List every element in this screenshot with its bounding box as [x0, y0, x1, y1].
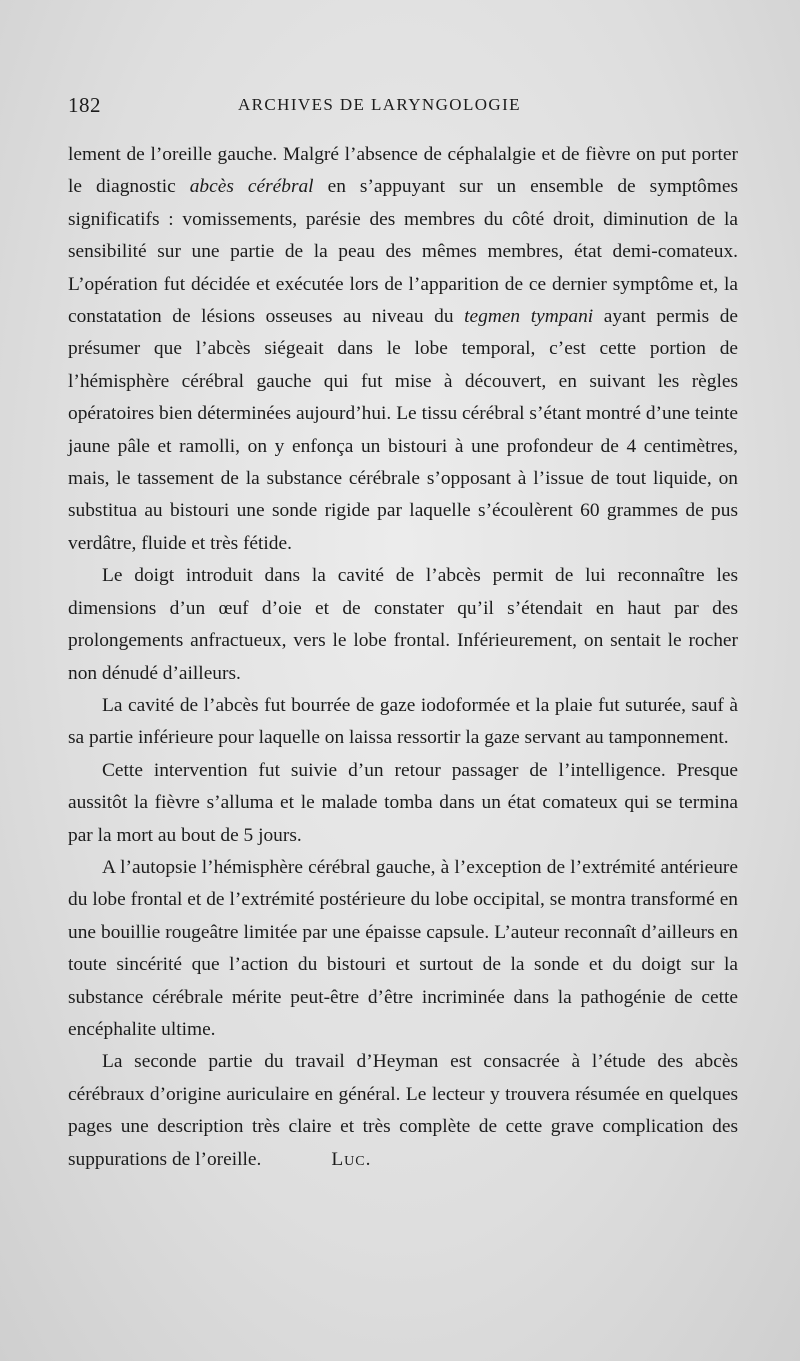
author-signature: Luc. — [331, 1148, 372, 1170]
paragraph-6-text: La seconde partie du travail d’Heyman est consacrée à l’étude des abcès cérébraux d’origine auriculaire en général. Le lecteur y trouvera résumée en quelques pages une description très claire et très complète de cette grave complication des suppurations de l’oreille. — [68, 1051, 738, 1170]
article-body — [68, 139, 738, 1176]
italic-term-tegmen-tympani: tegmen tympani — [464, 306, 594, 328]
paragraph-1-text-b: en s’appuyant sur un ensemble de symptômes significatifs : vomissements, parésie des membres du côté droit, diminution de la sensibilité sur une partie de la peau des mêmes membres, état demi-comateux. L’opération fut décidée et exécutée lors de l’apparition de ce dernier symptôme et, la constatation de lésions osseuses au niveau du — [68, 176, 738, 328]
paragraph-1 — [68, 139, 738, 560]
paragraph-3: La cavité de l’abcès fut bourrée de gaze iodoformée et la plaie fut suturée, sauf à sa partie inférieure pour laquelle on laissa ressortir la gaze servant au tamponnement. — [68, 694, 738, 749]
paragraph-2: Le doigt introduit dans la cavité de l’abcès permit de lui reconnaître les dimensions d’un œuf d’oie et de constater qu’il s’étendait en haut par des prolongements anfractueux, vers le lobe frontal. Inférieurement, on sentait le rocher non dénudé d’ailleurs. — [68, 565, 738, 684]
paragraph-1-text-a: lement de l’oreille gauche. Malgré l’absence de céphalalgie et de fièvre on put porter le diagnostic — [68, 144, 738, 198]
paragraph-6 — [68, 1046, 738, 1176]
italic-term-abces-cerebral: abcès cérébral — [189, 176, 314, 198]
paragraph-4: Cette intervention fut suivie d’un retour passager de l’intelligence. Presque aussitôt la fièvre s’alluma et le malade tomba dans un état comateux qui se termina par la mort au bout de 5 jours. — [68, 759, 738, 846]
page-header — [68, 93, 728, 123]
paragraph-5: A l’autopsie l’hémisphère cérébral gauche, à l’exception de l’extrémité antérieure du lobe frontal et de l’extrémité postérieure du lobe occipital, se montra transformé en une bouillie rougeâtre limitée par une épaisse capsule. L’auteur reconnaît d’ailleurs en toute sincérité que l’action du bistouri et surtout de la sonde et du doigt sur la substance cérébrale mérite peut-être d’être incriminée dans la pathogénie de cette encéphalite ultime. — [68, 856, 738, 1040]
paragraph-1-text-c: ayant permis de présumer que l’abcès siégeait dans le lobe temporal, c’est cette portion de l’hémisphère cérébral gauche qui fut mise à découvert, en suivant les règles opératoires bien déterminées aujourd’hui. Le tissu cérébral s’étant montré d’une teinte jaune pâle et ramolli, on y enfonça un bistouri à une profondeur de 4 centimètres, mais, le tassement de la substance cérébrale s’opposant à l’issue de tout liquide, on substitua au bistouri une sonde rigide par laquelle s’écoulèrent 60 grammes de pus verdâtre, fluide et très fétide. — [68, 306, 739, 554]
page-number: 182 — [68, 93, 101, 117]
running-title: ARCHIVES DE LARYNGOLOGIE — [238, 95, 521, 114]
